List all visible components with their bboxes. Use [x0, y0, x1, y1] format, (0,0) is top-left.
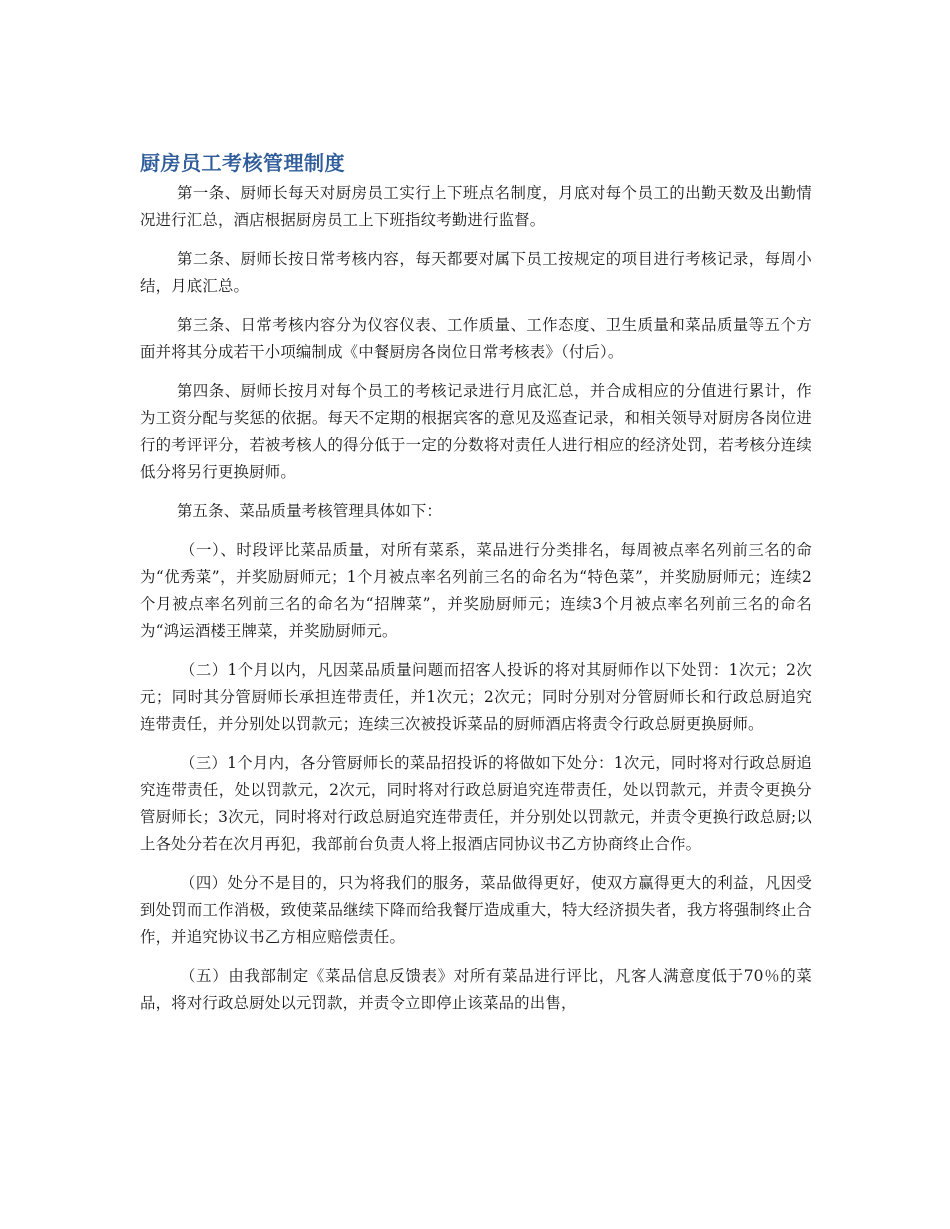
document-body: [140, 180, 812, 1029]
article-5-paragraph: 第五条、菜品质量考核管理具体如下：: [176, 502, 442, 520]
article-1-paragraph: 第一条、厨师长每天对厨房员工实行上下班点名制度，月底对每个员工的出勤天数及出勤情况进行汇总，酒店根据厨房员工上下班指纹考勤进行监督。: [140, 184, 812, 229]
article-2-paragraph: 第二条、厨师长按日常考核内容，每天都要对属下员工按规定的项目进行考核记录，每周小结，月底汇总。: [140, 250, 812, 295]
clause-4-paragraph: （四）处分不是目的，只为将我们的服务，菜品做得更好，使双方赢得更大的利益，凡因受到处罚而工作消极，致使菜品继续下降而给我餐厅造成重大，特大经济损失者，我方将强制终止合作，并追究协议书乙方相应赔偿责任。: [140, 874, 812, 946]
article-4-paragraph: 第四条、厨师长按月对每个员工的考核记录进行月底汇总，并合成相应的分值进行累计，作为工资分配与奖惩的依据。每天不定期的根据宾客的意见及巡查记录，和相关领导对厨房各岗位进行的考评评分，若被考核人的得分低于一定的分数将对责任人进行相应的经济处罚，若考核分连续低分将另行更换厨师。: [140, 382, 812, 481]
clause-2-paragraph: （二）1个月以内，凡因菜品质量问题而招客人投诉的将对其厨师作以下处罚：1次元；2次元；同时其分管厨师长承担连带责任，并1次元；2次元；同时分别对分管厨师长和行政总厨追究连带责任，并分别处以罚款元；连续三次被投诉菜品的厨师酒店将责令行政总厨更换厨师。: [140, 661, 812, 733]
clause-1-paragraph: （一）、时段评比菜品质量，对所有菜系，菜品进行分类排名，每周被点率名列前三名的命为“优秀菜”，并奖励厨师元；1个月被点率名列前三名的命名为“特色菜”，并奖励厨师元；连续2个月被点率名列前三名的命名为“招牌菜”，并奖励厨师元；连续3个月被点率名列前三名的命名为“鸿运酒楼王牌菜，并奖励厨师元。: [140, 541, 812, 640]
clause-3-paragraph: （三）1个月内，各分管厨师长的菜品招投诉的将做如下处分：1次元，同时将对行政总厨追究连带责任，处以罚款元，2次元，同时将对行政总厨追究连带责任，处以罚款元，并责令更换分管厨师长；3次元，同时将对行政总厨追究连带责任，并分别处以罚款元，并责令更换行政总厨;以上各处分若在次月再犯，我部前台负责人将上报酒店同协议书乙方协商终止合作。: [140, 754, 812, 853]
document-title: 厨房员工考核管理制度: [140, 151, 345, 175]
clause-5-paragraph: （五）由我部制定《菜品信息反馈表》对所有菜品进行评比，凡客人满意度低于70％的菜品，将对行政总厨处以元罚款，并责令立即停止该菜品的出售，: [140, 967, 812, 1012]
article-3-paragraph: 第三条、日常考核内容分为仪容仪表、工作质量、工作态度、卫生质量和菜品质量等五个方面并将其分成若干小项编制成《中餐厨房各岗位日常考核表》（付后）。: [140, 316, 812, 361]
